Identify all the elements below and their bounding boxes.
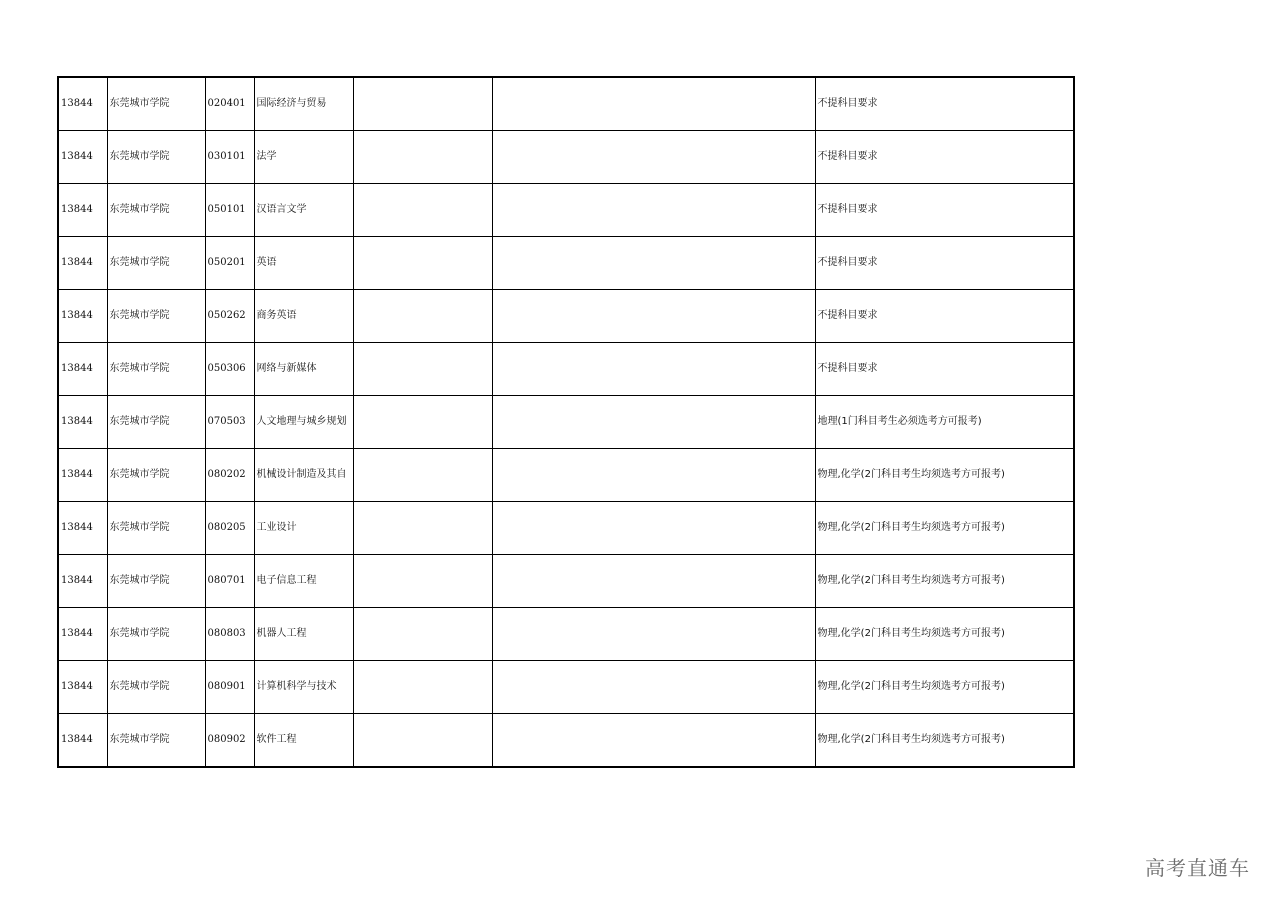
empty-cell [492,184,815,237]
subject-requirement-cell: 不提科目要求 [815,77,1074,131]
empty-cell [353,237,492,290]
major-name-cell: 商务英语 [254,290,353,343]
major-name-cell: 机械设计制造及其自 [254,449,353,502]
school-code-cell: 13844 [58,608,107,661]
table-row [58,555,1074,608]
empty-cell [353,449,492,502]
empty-cell [492,396,815,449]
watermark-text: 高考直通车 [1145,856,1250,880]
subject-requirement-cell: 物理,化学(2门科目考生均须选考方可报考) [815,502,1074,555]
empty-cell [492,608,815,661]
major-code-cell: 080803 [205,608,254,661]
subject-requirement-cell: 物理,化学(2门科目考生均须选考方可报考) [815,714,1074,768]
empty-cell [492,449,815,502]
major-code-cell: 080205 [205,502,254,555]
empty-cell [492,237,815,290]
table-row [58,184,1074,237]
table-row [58,714,1074,768]
major-name-cell: 人文地理与城乡规划 [254,396,353,449]
major-name-cell: 工业设计 [254,502,353,555]
major-code-cell: 080901 [205,661,254,714]
school-code-cell: 13844 [58,661,107,714]
table-row [58,502,1074,555]
major-code-cell: 050201 [205,237,254,290]
empty-cell [353,77,492,131]
school-code-cell: 13844 [58,396,107,449]
school-code-cell: 13844 [58,77,107,131]
school-code-cell: 13844 [58,237,107,290]
major-code-cell: 080701 [205,555,254,608]
school-name-cell: 东莞城市学院 [107,449,205,502]
table-row [58,608,1074,661]
school-name-cell: 东莞城市学院 [107,661,205,714]
empty-cell [353,661,492,714]
empty-cell [492,77,815,131]
table-row [58,343,1074,396]
table-row [58,396,1074,449]
major-name-cell: 电子信息工程 [254,555,353,608]
school-name-cell: 东莞城市学院 [107,131,205,184]
empty-cell [353,131,492,184]
subject-requirement-cell: 物理,化学(2门科目考生均须选考方可报考) [815,555,1074,608]
major-name-cell: 英语 [254,237,353,290]
empty-cell [492,290,815,343]
empty-cell [353,555,492,608]
subject-requirement-cell: 不提科目要求 [815,131,1074,184]
empty-cell [353,184,492,237]
school-name-cell: 东莞城市学院 [107,608,205,661]
empty-cell [353,714,492,768]
major-name-cell: 计算机科学与技术 [254,661,353,714]
school-code-cell: 13844 [58,131,107,184]
empty-cell [492,131,815,184]
empty-cell [492,661,815,714]
table-body [58,77,1074,767]
empty-cell [492,714,815,768]
major-code-cell: 050306 [205,343,254,396]
school-name-cell: 东莞城市学院 [107,555,205,608]
school-code-cell: 13844 [58,343,107,396]
major-name-cell: 软件工程 [254,714,353,768]
major-code-cell: 030101 [205,131,254,184]
school-name-cell: 东莞城市学院 [107,290,205,343]
empty-cell [492,555,815,608]
subject-requirement-cell: 物理,化学(2门科目考生均须选考方可报考) [815,449,1074,502]
table-row [58,77,1074,131]
school-name-cell: 东莞城市学院 [107,77,205,131]
major-name-cell: 法学 [254,131,353,184]
empty-cell [353,502,492,555]
school-code-cell: 13844 [58,449,107,502]
school-code-cell: 13844 [58,290,107,343]
table-row [58,237,1074,290]
subject-requirements-table [57,76,1075,768]
major-code-cell: 020401 [205,77,254,131]
major-code-cell: 050262 [205,290,254,343]
school-name-cell: 东莞城市学院 [107,714,205,768]
table-row [58,290,1074,343]
school-name-cell: 东莞城市学院 [107,184,205,237]
subject-requirement-cell: 不提科目要求 [815,237,1074,290]
school-name-cell: 东莞城市学院 [107,237,205,290]
major-code-cell: 070503 [205,396,254,449]
subject-requirement-cell: 物理,化学(2门科目考生均须选考方可报考) [815,608,1074,661]
table-row [58,131,1074,184]
major-name-cell: 汉语言文学 [254,184,353,237]
empty-cell [353,608,492,661]
subject-requirement-cell: 地理(1门科目考生必须选考方可报考) [815,396,1074,449]
table-row [58,661,1074,714]
school-code-cell: 13844 [58,502,107,555]
subject-requirement-cell: 不提科目要求 [815,290,1074,343]
school-name-cell: 东莞城市学院 [107,502,205,555]
subject-requirement-cell: 不提科目要求 [815,343,1074,396]
empty-cell [492,502,815,555]
major-name-cell: 网络与新媒体 [254,343,353,396]
subject-requirement-cell: 物理,化学(2门科目考生均须选考方可报考) [815,661,1074,714]
empty-cell [353,343,492,396]
school-code-cell: 13844 [58,555,107,608]
major-code-cell: 080202 [205,449,254,502]
empty-cell [353,396,492,449]
table-row [58,449,1074,502]
empty-cell [353,290,492,343]
subject-requirement-cell: 不提科目要求 [815,184,1074,237]
school-name-cell: 东莞城市学院 [107,396,205,449]
major-code-cell: 050101 [205,184,254,237]
school-name-cell: 东莞城市学院 [107,343,205,396]
school-code-cell: 13844 [58,714,107,768]
major-name-cell: 国际经济与贸易 [254,77,353,131]
major-code-cell: 080902 [205,714,254,768]
empty-cell [492,343,815,396]
school-code-cell: 13844 [58,184,107,237]
major-name-cell: 机器人工程 [254,608,353,661]
